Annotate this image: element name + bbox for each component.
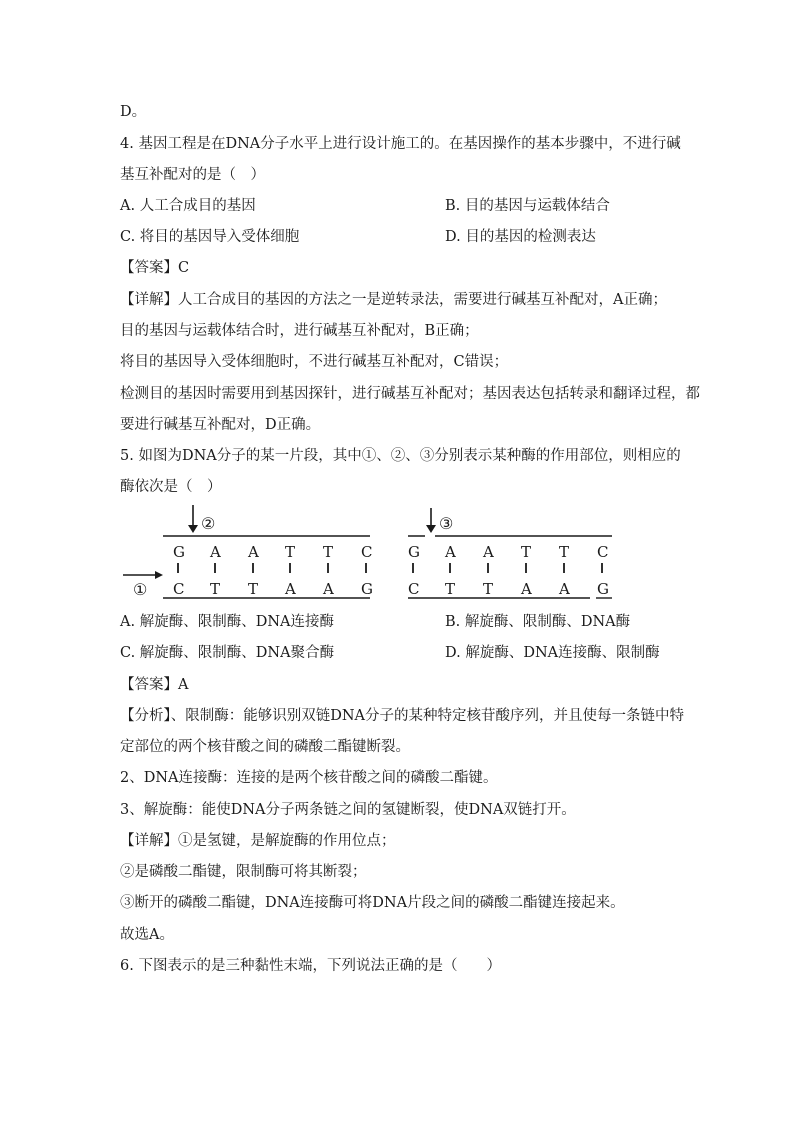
option-a: A. 解旋酶、限制酶、DNA连接酶 xyxy=(120,614,334,630)
hydrogen-bonds xyxy=(178,563,366,573)
base-top: C xyxy=(597,543,609,561)
explanation-line: 检测目的基因时需要用到基因探针，进行碱基互补配对；基因表达包括转录和翻译过程，都 xyxy=(120,386,700,402)
option-b: B. 目的基因与运载体结合 xyxy=(445,198,610,214)
base-top: T xyxy=(559,543,570,561)
right-dna-fragment xyxy=(408,508,612,598)
base-top: G xyxy=(408,543,420,561)
option-d: D. 解旋酶、DNA连接酶、限制酶 xyxy=(445,645,660,661)
explanation-line: ③断开的磷酸二酯键，DNA连接酶可将DNA片段之间的磷酸二酯键连接起来。 xyxy=(120,895,625,911)
question-4-stem: 基互补配对的是（ ） xyxy=(120,167,265,183)
explanation-line: 【详解】人工合成目的基因的方法之一是逆转录法，需要进行碱基互补配对，A正确； xyxy=(120,292,667,308)
left-dna-fragment xyxy=(123,505,373,599)
base-bottom: A xyxy=(521,580,532,598)
answer-5: 【答案】A xyxy=(120,677,189,693)
text-line: D。 xyxy=(120,104,147,120)
base-top: C xyxy=(361,543,373,561)
base-bottom: A xyxy=(285,580,296,598)
base-bottom: C xyxy=(408,580,420,598)
marker-1: ① xyxy=(133,580,148,599)
marker-2: ② xyxy=(201,514,216,533)
analysis-line: 【分析】、限制酶：能够识别双链DNA分子的某种特定核苷酸序列，并且使每一条链中特 xyxy=(120,708,685,724)
arrow-head-icon xyxy=(155,571,163,579)
base-top: A xyxy=(210,543,221,561)
hydrogen-bonds xyxy=(413,563,602,573)
option-a: A. 人工合成目的基因 xyxy=(120,198,256,214)
base-top: T xyxy=(285,543,296,561)
explanation-line: 目的基因与运载体结合时，进行碱基互补配对，B正确； xyxy=(120,323,479,339)
marker-3: ③ xyxy=(439,514,454,533)
question-4-stem: 4. 基因工程是在DNA分子水平上进行设计施工的。在基因操作的基本步骤中，不进行碱 xyxy=(120,136,681,152)
base-bottom: A xyxy=(559,580,570,598)
question-5-stem: 5. 如图为DNA分子的某一片段，其中①、②、③分别表示某种酶的作用部位，则相应的 xyxy=(120,448,681,464)
explanation-line: ②是磷酸二酯键，限制酶可将其断裂； xyxy=(120,864,367,880)
explanation-line: 要进行碱基互补配对，D正确。 xyxy=(120,417,321,433)
analysis-line: 3、解旋酶：能使DNA分子两条链之间的氢键断裂，使DNA双链打开。 xyxy=(120,802,576,818)
option-b: B. 解旋酶、限制酶、DNA酶 xyxy=(445,614,631,630)
question-5-stem: 酶依次是（ ） xyxy=(120,479,222,495)
explanation-line: 【详解】①是氢键，是解旋酶的作用位点； xyxy=(120,833,396,849)
arrow-head-icon xyxy=(426,525,436,533)
base-top: T xyxy=(323,543,334,561)
base-bottom: T xyxy=(445,580,456,598)
explanation-line: 将目的基因导入受体细胞时，不进行碱基互补配对，C错误； xyxy=(120,354,509,370)
base-bottom: T xyxy=(483,580,494,598)
base-top: G xyxy=(173,543,185,561)
analysis-line: 2、DNA连接酶：连接的是两个核苷酸之间的磷酸二酯键。 xyxy=(120,770,498,786)
base-bottom: A xyxy=(323,580,334,598)
answer-4: 【答案】C xyxy=(120,260,190,276)
base-top: A xyxy=(445,543,456,561)
question-6-stem: 6. 下图表示的是三种黏性末端，下列说法正确的是（ ） xyxy=(120,958,501,974)
base-bottom: T xyxy=(248,580,259,598)
base-top: A xyxy=(483,543,494,561)
option-d: D. 目的基因的检测表达 xyxy=(445,229,596,245)
base-top: T xyxy=(521,543,532,561)
analysis-line: 定部位的两个核苷酸之间的磷酸二酯键断裂。 xyxy=(120,739,410,755)
base-bottom: C xyxy=(173,580,185,598)
arrow-head-icon xyxy=(188,525,198,533)
base-bottom: G xyxy=(361,580,373,598)
explanation-line: 故选A。 xyxy=(120,927,174,943)
option-c: C. 解旋酶、限制酶、DNA聚合酶 xyxy=(120,645,335,661)
option-c: C. 将目的基因导入受体细胞 xyxy=(120,229,300,245)
base-top: A xyxy=(248,543,259,561)
base-bottom: T xyxy=(210,580,221,598)
dna-fragment-figure xyxy=(115,505,635,605)
base-bottom: G xyxy=(597,580,609,598)
